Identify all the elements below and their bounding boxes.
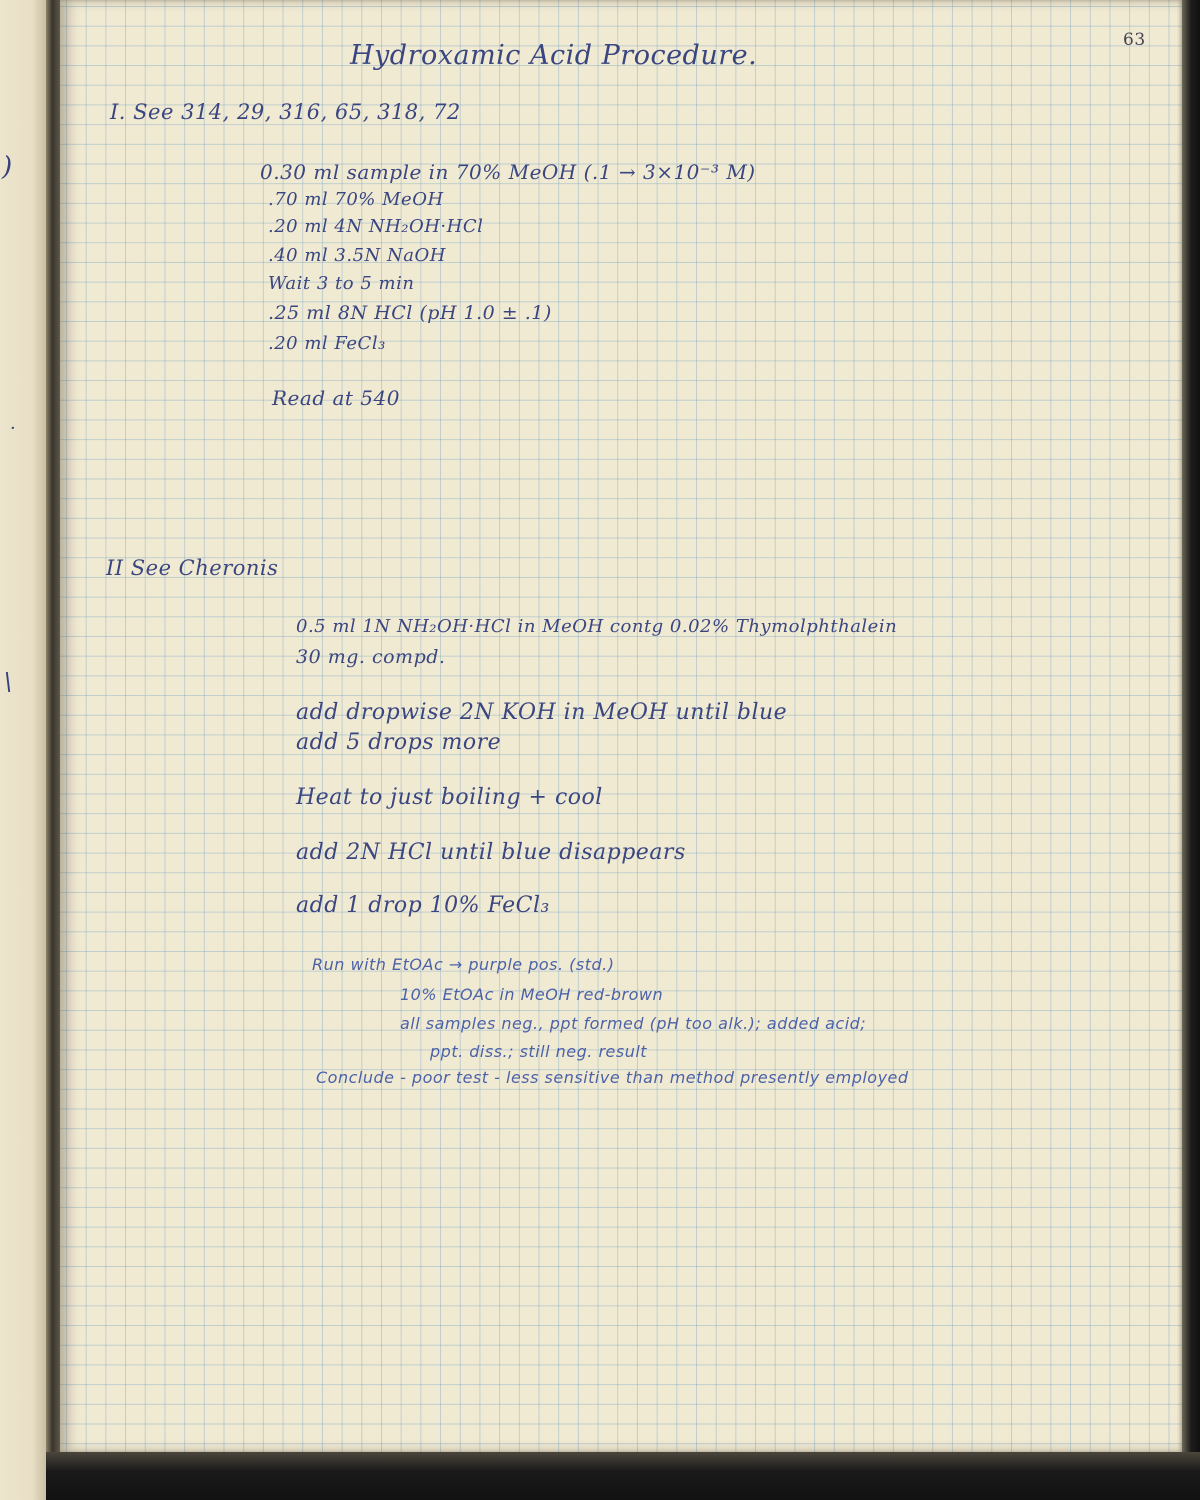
section-1-read-at: Read at 540 — [272, 386, 400, 410]
section-2-heading: II See Cheronis — [106, 556, 279, 580]
section-2-line: 0.5 ml 1N NH₂OH·HCl in MeOH contg 0.02% Thymolphthalein — [296, 616, 898, 637]
previous-page-mark: · — [10, 418, 16, 439]
page-title: Hydroxamic Acid Procedure. — [350, 40, 758, 71]
section-1-line: .25 ml 8N HCl (pH 1.0 ± .1) — [268, 302, 552, 324]
section-1-line: .40 ml 3.5N NaOH — [268, 245, 446, 266]
previous-page-mark: \ — [4, 668, 13, 696]
section-2-line: add 2N HCl until blue disappears — [296, 840, 686, 865]
note-line: all samples neg., ppt formed (pH too alk.); added acid; — [400, 1014, 867, 1033]
section-1-line: .70 ml 70% MeOH — [268, 189, 444, 210]
previous-page-edge — [0, 0, 46, 1500]
section-2-line: add 5 drops more — [296, 730, 502, 755]
note-line: 10% EtOAc in MeOH red-brown — [400, 985, 664, 1004]
section-1-line: .20 ml 4N NH₂OH·HCl — [268, 216, 484, 237]
cover-edge-right — [1182, 0, 1200, 1500]
note-line: ppt. diss.; still neg. result — [430, 1042, 648, 1061]
section-2-line: Heat to just boiling + cool — [296, 785, 603, 810]
section-1-heading: I. See 314, 29, 316, 65, 318, 72 — [110, 100, 461, 124]
section-1-line: .20 ml FeCl₃ — [268, 333, 386, 354]
section-2-line: add dropwise 2N KOH in MeOH until blue — [296, 700, 788, 725]
section-2-line: add 1 drop 10% FeCl₃ — [296, 893, 550, 918]
previous-page-mark: ) — [2, 152, 13, 182]
note-line: Run with EtOAc → purple pos. (std.) — [312, 955, 615, 974]
page-number: 63 — [1123, 30, 1146, 50]
cover-edge-bottom — [46, 1452, 1200, 1500]
section-1-line: Wait 3 to 5 min — [268, 273, 415, 294]
section-2-line: 30 mg. compd. — [296, 646, 446, 668]
notebook-page — [60, 0, 1182, 1452]
section-1-line: 0.30 ml sample in 70% MeOH (.1 → 3×10⁻³ M) — [260, 160, 756, 184]
note-line: Conclude - poor test - less sensitive than method presently employed — [316, 1068, 909, 1087]
binding-gutter — [46, 0, 60, 1500]
